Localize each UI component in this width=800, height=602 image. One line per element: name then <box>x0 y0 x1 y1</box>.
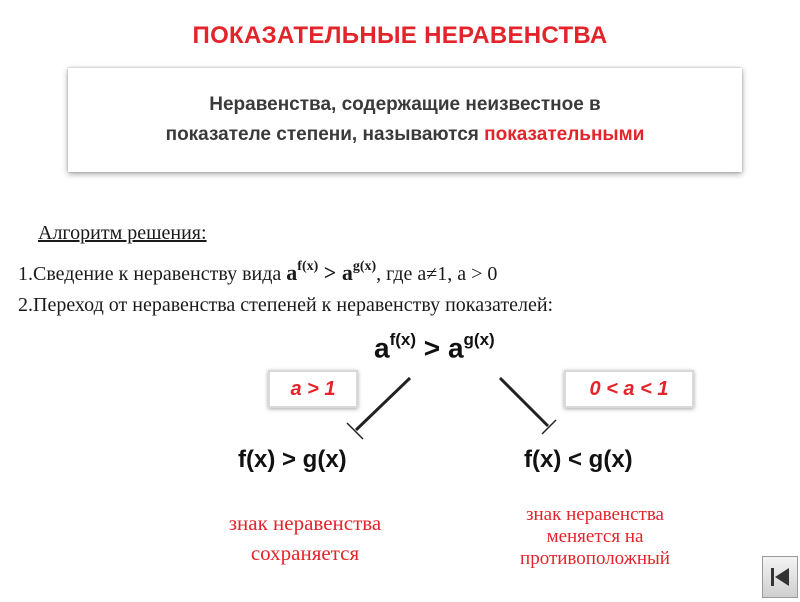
note-left-line-1: знак неравенства <box>228 511 382 535</box>
formula-base: a <box>286 260 298 285</box>
algorithm-step-2: 2.Переход от неравенства степеней к неравенству показателей: <box>18 294 554 316</box>
formula-exponent: g(x) <box>463 330 495 349</box>
note-right-line-3: противоположный <box>520 548 670 569</box>
note-right-line-2: меняется на <box>546 526 644 547</box>
condition-badge-a-between-0-1: 0 < a < 1 <box>564 370 694 408</box>
result-left: f(x) > g(x) <box>238 446 347 473</box>
formula-base: a <box>341 260 353 285</box>
definition-line-1: Неравенства, содержащие неизвестное в <box>209 94 601 115</box>
formula-exponent: f(x) <box>389 330 417 349</box>
step-1-conditions: , где а≠1, а > 0 <box>376 263 498 285</box>
skip-to-start-button[interactable] <box>762 556 798 598</box>
note-left-line-2: сохраняется <box>250 541 360 565</box>
formula-exponent: f(x) <box>297 258 319 274</box>
note-right-line-1: знак неравенства <box>526 504 664 525</box>
condition-badge-a-greater-1: a > 1 <box>268 370 358 408</box>
definition-text: показателе степени, называются <box>165 124 479 145</box>
skip-to-start-icon <box>763 557 797 597</box>
step-1-text: 1.Сведение к неравенству вида <box>18 263 282 285</box>
left-branch-arrow <box>356 378 410 430</box>
page-title: ПОКАЗАТЕЛЬНЫЕ НЕРАВЕНСТВА <box>192 22 608 49</box>
formula-exponent: g(x) <box>352 258 377 274</box>
formula-base: a <box>447 332 464 364</box>
note-left <box>190 508 420 568</box>
formula-base: a <box>374 332 390 364</box>
algorithm-heading: Алгоритм решения: <box>38 222 207 244</box>
note-right <box>470 504 720 570</box>
formula-operator: > <box>416 332 448 364</box>
definition-highlight: показательными <box>484 124 645 145</box>
formula-operator: > <box>318 260 342 285</box>
right-branch-arrow <box>500 378 548 426</box>
result-right: f(x) < g(x) <box>524 446 633 473</box>
